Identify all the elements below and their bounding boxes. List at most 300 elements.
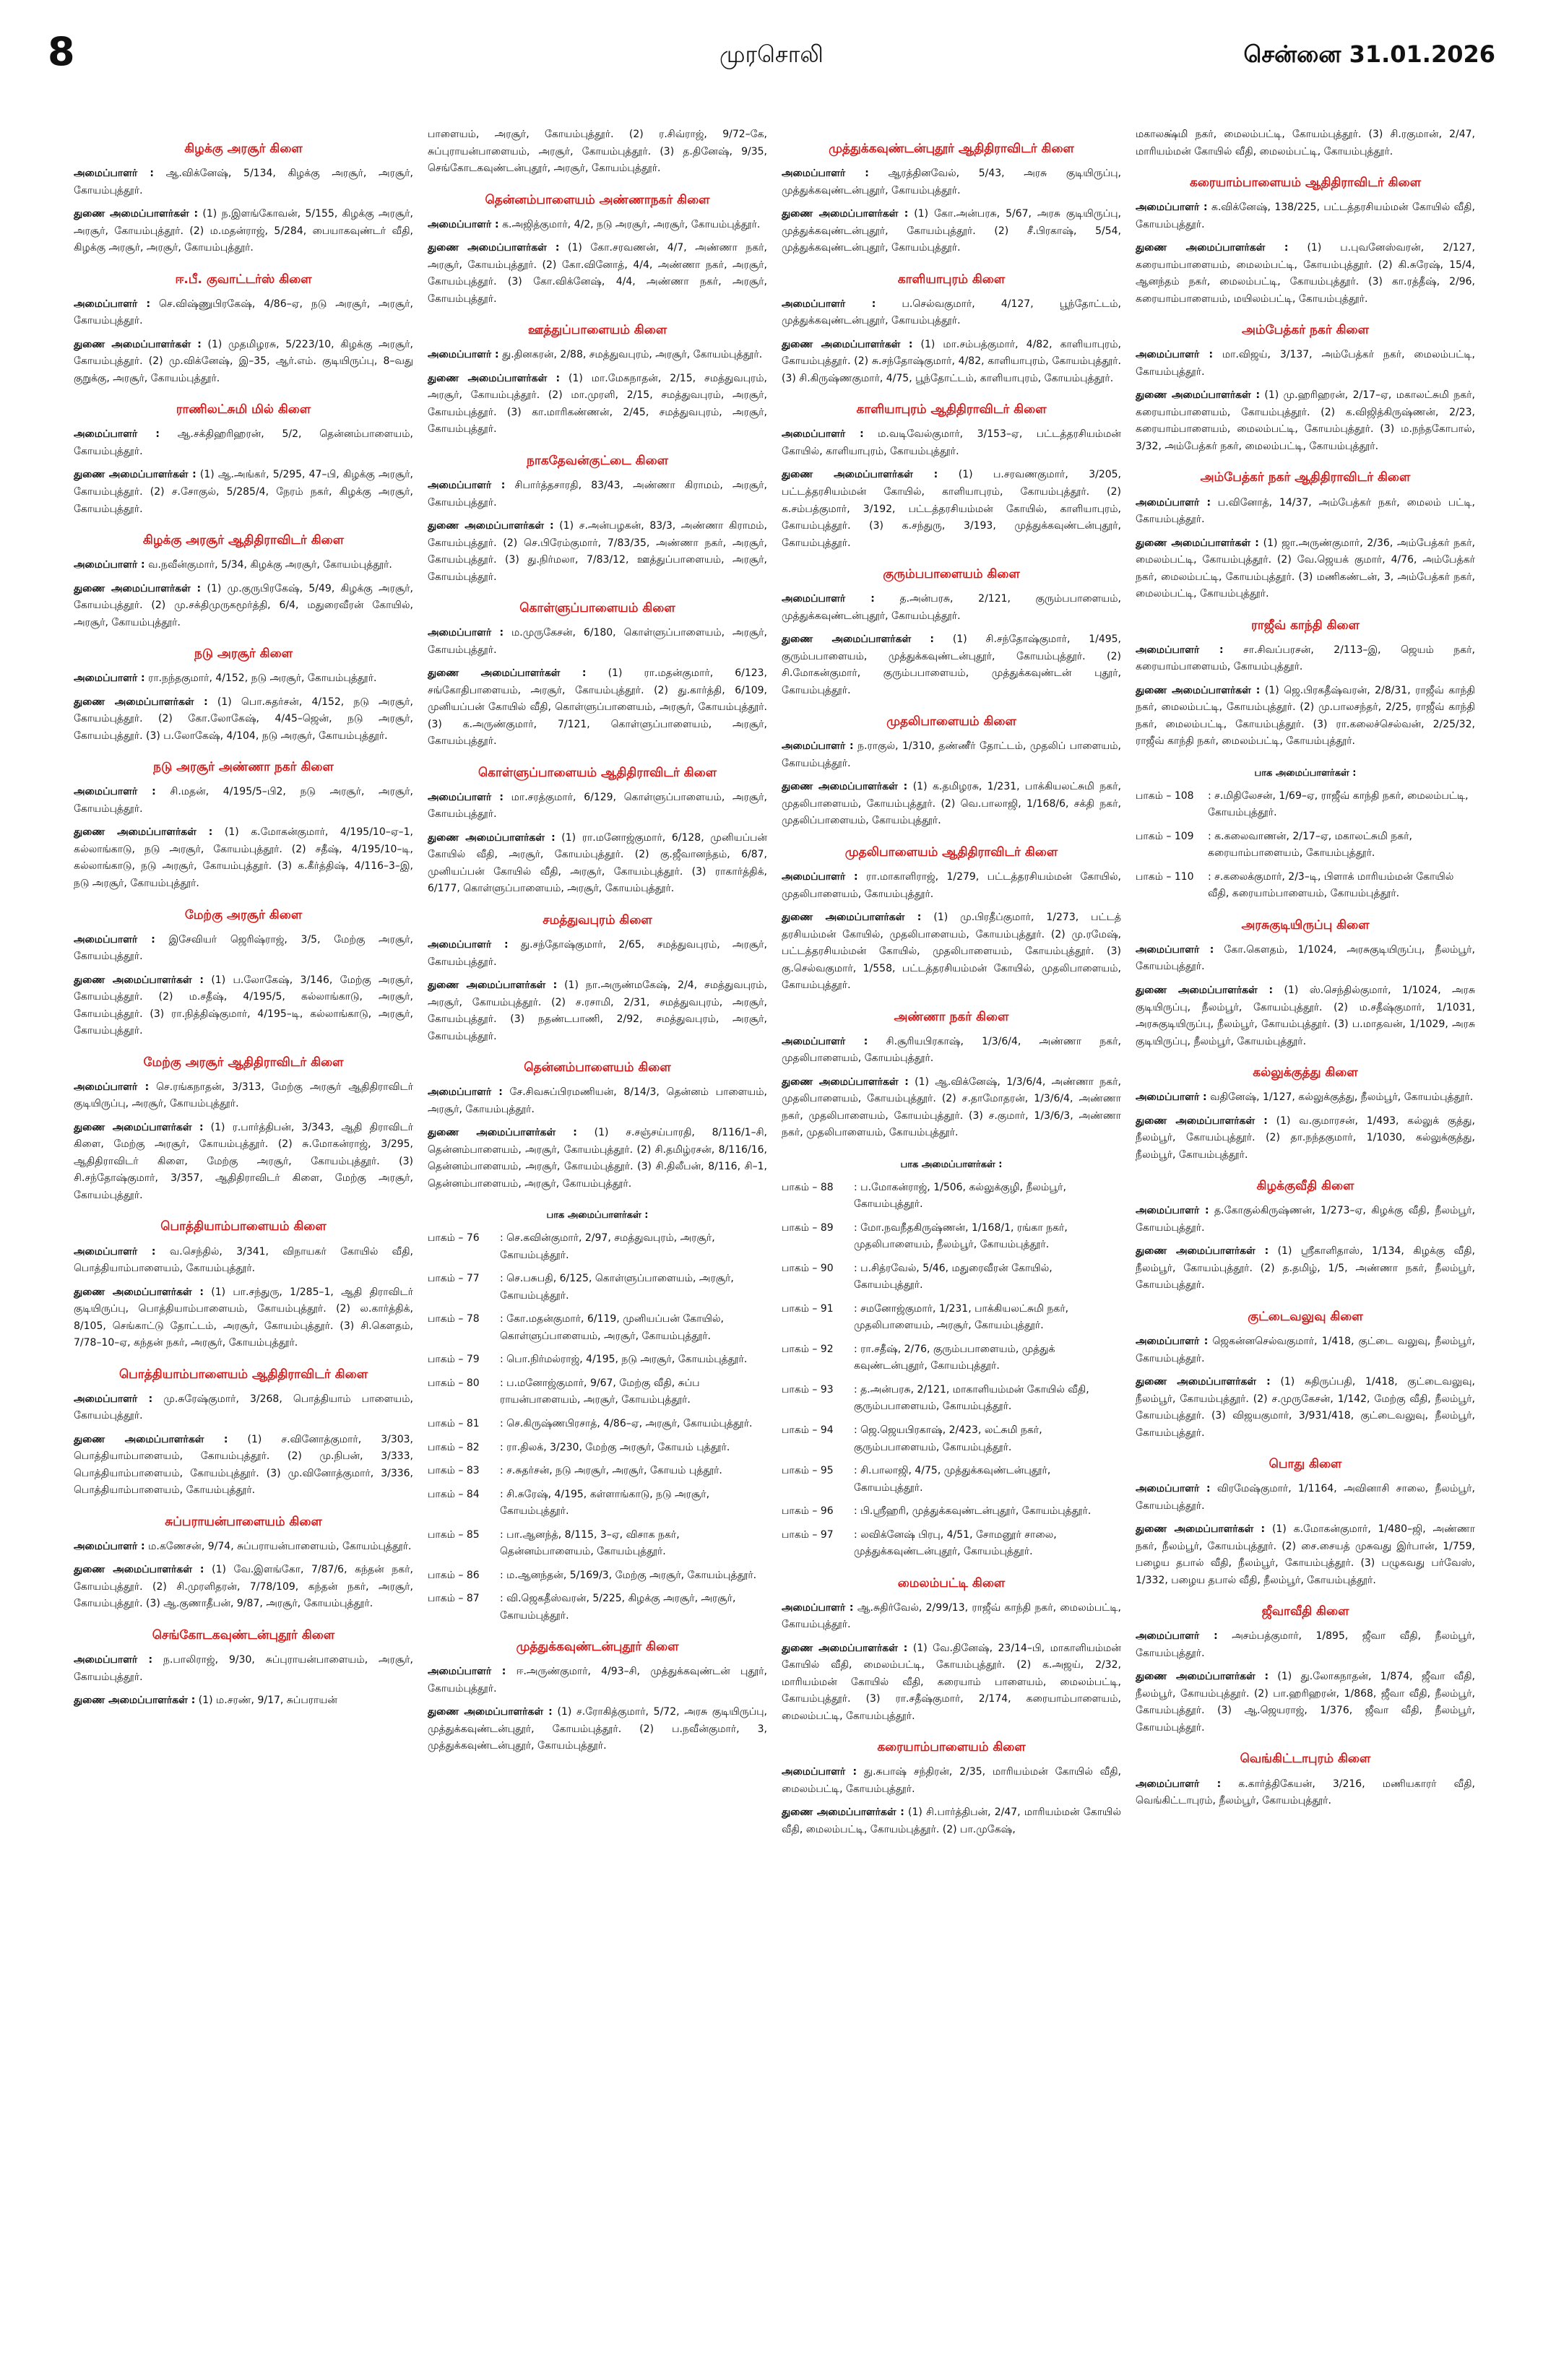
member-entry bbox=[428, 1704, 767, 1755]
role-label: அமைப்பாளர் : bbox=[1136, 202, 1208, 214]
entry-text: ஆ.விக்னேஷ், 5/134, கிழக்கு அரசூர், அரசூர், கோயம்புத்தூர். bbox=[74, 168, 413, 196]
entry-text: ம.கணேசன், 9/74, சுப்பராயன்பாளையம், கோயம்புத்தூர். bbox=[144, 1540, 412, 1552]
entry-text: பாளையம், அரசூர், கோயம்புத்தூர். (2) ர.சிவ்ராஜ், 9/72–கே, சுப்புராயன்பாளையம், அரசூர், கோயம்புத்தூர். (3) த.தினேஷ், 9/35, செங்கோடகவுண்டன்புதூர், அரசூர், கோயம்புத்தூர். bbox=[428, 129, 767, 175]
branch-heading: கரையாம்பாளையம் ஆதிதிராவிடர் கிளை bbox=[1189, 176, 1422, 191]
entry-text: ஈ.அருண்குமார், 4/93–சி, முத்துக்கவுண்டன் புதூர், கோயம்புத்தூர். bbox=[428, 1666, 767, 1695]
role-label: துணை அமைப்பாளர்கள் : bbox=[74, 469, 196, 481]
booth-row bbox=[428, 1416, 767, 1433]
branch-heading: ராஜீவ் காந்தி கிளை bbox=[1251, 618, 1360, 633]
branch-heading: மைலம்பட்டி கிளை bbox=[897, 1575, 1006, 1591]
booth-number: பாகம் – 110 bbox=[1136, 870, 1194, 883]
role-label: துணை அமைப்பாளர்கள் : bbox=[74, 208, 199, 220]
role-label: துணை அமைப்பாளர்கள் : bbox=[1136, 985, 1274, 996]
entry-text: (1) கோ.அன்பரசு, 5/67, அரசு குடியிருப்பு, முத்துக்கவுண்டன்புதூர், கோயம்புத்தூர். (2) சீ.பிரகாஷ், 5/54, முத்துக்கவுண்டன்புதூர், கோயம்புத்தூர். bbox=[782, 208, 1121, 254]
branch-heading: முதலிபாளையம் ஆதிதிராவிடர் கிளை bbox=[844, 844, 1058, 860]
member-entry bbox=[1136, 1521, 1475, 1589]
entry-text: க.விக்னேஷ், 138/225, பட்டத்தரசியம்மன் கோயில் வீதி, கோயம்புத்தூர். bbox=[1136, 202, 1475, 230]
role-label: துணை அமைப்பாளர்கள் : bbox=[1136, 389, 1261, 402]
role-label: அமைப்பாளர் : bbox=[74, 672, 145, 685]
role-label: துணை அமைப்பாளர்கள் : bbox=[1136, 242, 1289, 254]
member-entry bbox=[1136, 1203, 1475, 1237]
branch-heading: அம்பேத்கர் நகர் கிளை bbox=[1242, 323, 1369, 338]
entry-text: அசம்பத்குமார், 1/895, ஜீவா வீதி, நீலம்பூர், கோயம்புத்தூர். bbox=[1136, 1630, 1475, 1659]
member-entry bbox=[74, 165, 413, 199]
role-label: துணை அமைப்பாளர்கள் : bbox=[74, 338, 202, 350]
member-entry bbox=[782, 296, 1121, 330]
member-entry bbox=[428, 1663, 767, 1697]
booth-row bbox=[428, 1351, 767, 1369]
branch-heading: ஊத்துப்பாளையம் கிளை bbox=[527, 323, 667, 338]
booth-organiser: : ச.சுதர்சன், நடு அரசூர், அரசூர், கோயம் புத்தூர். bbox=[500, 1465, 722, 1477]
member-entry bbox=[782, 467, 1121, 552]
role-label: அமைப்பாளர் : bbox=[782, 168, 869, 180]
entry-text: சே.சிவசுப்பிரமணியன், 8/14/3, தென்னம் பாளையம், அரசூர், கோயம்புத்தூர். bbox=[428, 1086, 767, 1115]
role-label: துணை அமைப்பாளர்கள் : bbox=[74, 1695, 196, 1707]
booth-number: பாகம் – 77 bbox=[428, 1273, 480, 1285]
role-label: துணை அமைப்பாளர்கள் : bbox=[74, 1564, 204, 1576]
booth-number: பாகம் – 85 bbox=[428, 1528, 480, 1541]
role-label: துணை அமைப்பாளர்கள் : bbox=[74, 1286, 204, 1298]
page-number: 8 bbox=[48, 29, 75, 74]
member-entry bbox=[74, 694, 413, 745]
role-label: துணை அமைப்பாளர்கள் : bbox=[782, 208, 909, 220]
entry-text: (1) ஆ.அங்கர், 5/295, 47–பி, கிழக்கு அரசூர், கோயம்புத்தூர். (2) ச.சோகுல், 5/285/4, நேரம் நகர், கிழக்கு அரசூர், கோயம்புத்தூர். bbox=[74, 469, 413, 515]
branch-heading: மேற்கு அரசூர் கிளை bbox=[184, 907, 303, 922]
entry-text: செ.விஷ்ணுபிரகேஷ், 4/86–ஏ, நடு அரசூர், அரசூர், கோயம்புத்தூர். bbox=[74, 298, 413, 327]
role-label: அமைப்பாளர் : bbox=[782, 1601, 854, 1614]
member-entry bbox=[1136, 1481, 1475, 1515]
entry-text: (1) மு.பிரதீப்குமார், 1/273, பட்டத் தரசியம்மன் கோயில், முதலிபாளையம், கோயம்புத்தூர். (2) மு.ரமேஷ், பட்டத்தரசியம்மன் கோயில், முதலிபாளையம், கோயம்புத்தூர். (3) கு.செல்வகுமார், 1/558, பட்டத்தரசியம்மன் கோயில், முதலிபாளையம், கோயம்புத்தூர். bbox=[782, 912, 1121, 992]
role-label: துணை அமைப்பாளர்கள் : bbox=[1136, 1523, 1266, 1536]
branch-heading: மேற்கு அரசூர் ஆதிதிராவிடர் கிளை bbox=[143, 1055, 344, 1070]
member-entry bbox=[1136, 1113, 1475, 1164]
column-2 bbox=[428, 126, 767, 2366]
member-entry bbox=[782, 869, 1121, 903]
member-entry bbox=[782, 1034, 1121, 1068]
branch-heading: தென்னம்பாளையம் அண்ணாநகர் கிளை bbox=[485, 192, 710, 207]
member-entry bbox=[74, 1079, 413, 1113]
booth-row bbox=[428, 1311, 767, 1345]
entry-text: (1) மா.மேகநாதன், 2/15, சமத்துவபுரம், அரசூர், கோயம்புத்தூர். (2) மா.முரளி, 2/15, சமத்துவபுரம், அரசூர், கோயம்புத்தூர். (3) கா.மாரிகண்ணன், 2/45, சமத்துவபுரம், அரசூர், கோயம்புத்தூர். bbox=[428, 372, 767, 436]
booth-row bbox=[782, 1301, 1121, 1335]
booth-number: பாகம் – 86 bbox=[428, 1569, 480, 1581]
role-label: அமைப்பாளர் : bbox=[74, 1245, 156, 1258]
booth-row bbox=[428, 1440, 767, 1457]
role-label: துணை அமைப்பாளர்கள் : bbox=[74, 696, 208, 708]
entry-text: மு.சுரேஷ்குமார், 3/268, பொத்தியாம் பாளையம், கோயம்புத்தூர். bbox=[74, 1393, 413, 1422]
entry-text: (1) ச.சஞ்சய்பாரதி, 8/116/1–சி, தென்னம்பாளையம், அரசூர், கோயம்புத்தூர். (2) சி.தமிழ்ரசன், 8/116/16, தென்னம்பாளையம், அரசூர், கோயம்புத்தூர். (3) சி.திலீபன், 8/116, சி–1, தென்னம்பாளையம், அரசூர், கோயம்புத்தூர். bbox=[428, 1127, 767, 1190]
role-label: துணை அமைப்பாளர்கள் : bbox=[428, 242, 560, 254]
entry-text: சா.சிவப்பரசன், 2/113–இ, ஜெயம் நகர், கரையாம்பாளையம், கோயம்புத்தூர். bbox=[1136, 644, 1475, 673]
role-label: துணை அமைப்பாளர்கள் : bbox=[782, 912, 922, 924]
member-entry bbox=[1136, 1089, 1475, 1107]
booth-number: பாகம் – 97 bbox=[782, 1528, 834, 1541]
member-entry bbox=[782, 206, 1121, 257]
booth-number: பாகம் – 79 bbox=[428, 1354, 480, 1366]
booth-organiser: : ஜெ.ஜெயபிரகாஷ், 2/423, லட்சுமி நகர், குரும்பபாளையம், கோயம்புத்தூர். bbox=[854, 1424, 1042, 1453]
masthead bbox=[43, 29, 1500, 79]
edition-date: சென்னை 31.01.2026 bbox=[1243, 40, 1495, 68]
branch-heading: பொத்தியாம்பாளையம் கிளை bbox=[160, 1219, 327, 1234]
member-entry bbox=[428, 477, 767, 511]
role-label: துணை அமைப்பாளர்கள் : bbox=[428, 831, 556, 844]
role-label: அமைப்பாளர் : bbox=[428, 1666, 506, 1678]
role-label: அமைப்பாளர் : bbox=[1136, 1630, 1218, 1643]
branch-heading: கிழக்குவீதி கிளை bbox=[1256, 1179, 1354, 1194]
booth-number: பாகம் – 96 bbox=[782, 1505, 834, 1518]
branch-heading: அண்ணா நகர் கிளை bbox=[894, 1009, 1009, 1024]
member-entry bbox=[74, 337, 413, 388]
branch-heading: முத்துக்கவுண்டன்புதூர் ஆதிதிராவிடர் கிளை bbox=[829, 142, 1074, 156]
entry-text: (1) ஆ.விக்னேஷ், 1/3/6/4, அண்ணா நகர், முதலிபாளையம், கோயம்புத்தூர். (2) ச.தாமோதரன், 1/3/6/4, அண்ணா நகர், முதலிபாளையம், கோயம்புத்தூர். (3) ச.குமார், 1/3/6/3, அண்ணா நகர், முதலிபாளையம், கோயம்புத்தூர். bbox=[782, 1076, 1121, 1139]
role-label: அமைப்பாளர் : bbox=[428, 1086, 503, 1099]
entry-text: மகாலக்ஷ்மி நகர், மைலம்பட்டி, கோயம்புத்தூர். (3) சி.ரகுமான், 2/47, மாரியம்மன் கோயில் வீதி, மைலம்பட்டி, கோயம்புத்தூர். bbox=[1136, 129, 1475, 157]
entry-text: (1) ஜெ.பிரகதீஷ்வரன், 2/8/31, ராஜீவ் காந்தி நகர், மைலம்பட்டி, கோயம்புத்தூர். (2) மு.பாலசந்தர், 2/25, ராஜீவ் காந்தி நகர், மைலம்பட்டி, கோயம்புத்தூர். (3) ரா.கலைச்செல்வன், 2/25/32, ராஜீவ் காந்தி நகர், மைலம்பட்டி, கோயம்புத்தூர். bbox=[1136, 684, 1475, 748]
branch-heading: ஜீவாவீதி கிளை bbox=[1261, 1604, 1349, 1619]
booth-row bbox=[782, 1422, 1121, 1456]
entry-text: ரா.நந்தகுமார், 4/152, நடு அரசூர், கோயம்புத்தூர். bbox=[144, 672, 377, 685]
booth-organiser: : ப.மோகன்ராஜ், 1/506, கல்லுக்குழி, நீலம்பூர், கோயம்புத்தூர். bbox=[854, 1181, 1066, 1211]
branch-heading: சமத்துவபுரம் கிளை bbox=[543, 912, 652, 927]
booth-organiser: : ரா.சதீஷ், 2/76, குரும்பபாளையம், முத்துக் கவுண்டன்புதூர், கோயம்புத்தூர். bbox=[854, 1343, 1055, 1372]
branch-heading: காளியாபுரம் ஆதிதிராவிடர் கிளை bbox=[856, 402, 1047, 417]
member-entry bbox=[74, 1244, 413, 1278]
branch-heading: காளியாபுரம் கிளை bbox=[897, 272, 1006, 287]
member-entry bbox=[428, 518, 767, 586]
booth-organiser: : ம.ஆனந்தன், 5/169/3, மேற்கு அரசூர், கோயம்புத்தூர். bbox=[500, 1569, 757, 1581]
booth-organiser: : சி.பாலாஜி, 4/75, முத்துக்கவுண்டன்புதூர், கோயம்புத்தூர். bbox=[854, 1465, 1051, 1494]
role-label: துணை அமைப்பாளர்கள் : bbox=[782, 469, 938, 481]
entry-text: வ.நவீன்குமார், 5/34, கிழக்கு அரசூர், கோயம்புத்தூர். bbox=[144, 559, 392, 571]
role-label: துணை அமைப்பாளர்கள் : bbox=[782, 1642, 908, 1654]
member-entry bbox=[74, 296, 413, 330]
member-entry bbox=[74, 932, 413, 966]
entry-text: (1) வே.தினேஷ், 23/14–பி, மாகாளியம்மன் கோயில் வீதி, மைலம்பட்டி, கோயம்புத்தூர். (2) க.அஜய், 2/32, மாரியம்மன் கோயில் வீதி, கரையாம் பாளையம், மைலம்பட்டி, கோயம்புத்தூர். (3) ரா.சதீஷ்குமார், 2/174, கரையாம்பாளையம், மைலம்பட்டி, கோயம்புத்தூர். bbox=[782, 1642, 1121, 1722]
member-entry bbox=[1136, 387, 1475, 455]
role-label: துணை அமைப்பாளர்கள் : bbox=[1136, 1245, 1269, 1258]
role-label: அமைப்பாளர் : bbox=[74, 786, 156, 798]
booth-row bbox=[782, 1527, 1121, 1561]
role-label: அமைப்பாளர் : bbox=[1136, 1205, 1209, 1217]
booth-row bbox=[428, 1375, 767, 1409]
entry-text: க.அஜித்குமார், 4/2, நடு அரசூர், அரசூர், கோயம்புத்தூர். bbox=[498, 218, 761, 230]
role-label: துணை அமைப்பாளர்கள் : bbox=[74, 582, 202, 594]
member-entry bbox=[782, 591, 1121, 625]
booth-number: பாகம் – 80 bbox=[428, 1377, 480, 1389]
branch-heading: முத்துக்கவுண்டன்புதூர் கிளை bbox=[516, 1640, 679, 1655]
entry-text: (1) சுதிருப்பதி, 1/418, குட்டைவலுவு, நீலம்பூர், கோயம்புத்தூர். (2) ச.முருகேசன், 1/142, மேற்கு வீதி, நீலம்பூர், கோயம்புத்தூர். (3) விஜயகுமார், 3/931/418, குட்டைவலுவு, நீலம்பூர், கோயம்புத்தூர். bbox=[1136, 1376, 1475, 1439]
role-label: அமைப்பாளர் : bbox=[1136, 1483, 1211, 1495]
entry-text: (1) கோ.சரவணன், 4/7, அண்ணா நகர், அரசூர், கோயம்புத்தூர். (2) கோ.வினோத், 4/4, அண்ணா நகர், அரசூர், கோயம்புத்தூர். (3) கோ.விக்னேஷ், 4/4, அண்ணா நகர், அரசூர், கோயம்புத்தூர். bbox=[428, 242, 767, 305]
booth-organiser: : ச.மிதிலேசன், 1/69–ஏ, ராஜீவ் காந்தி நகர், மைலம்பட்டி, கோயம்புத்தூர். bbox=[1208, 789, 1469, 819]
entry-text: (1) ஜா.அருண்குமார், 2/36, அம்பேத்கர் நகர், மைலம்பட்டி, கோயம்புத்தூர். (2) வே.ஜெயக் குமார், 4/76, அம்பேத்கர் நகர், மைலம்பட்டி, கோயம்புத்தூர். (3) மணிகண்டன், 3, அம்பேத்கர் நகர், மைலம்பட்டி, கோயம்புத்தூர். bbox=[1136, 537, 1475, 600]
role-label: அமைப்பாளர் : bbox=[1136, 943, 1214, 956]
role-label: துணை அமைப்பாளர்கள் : bbox=[74, 1433, 228, 1445]
entry-text: ரா.மாகாளிராஜ், 1/279, பட்டத்தரசியம்மன் கோயில், முதலிபாளையம், கோயம்புத்தூர். bbox=[782, 871, 1121, 900]
role-label: அமைப்பாளர் : bbox=[74, 168, 154, 180]
role-label: அமைப்பாளர் : bbox=[74, 933, 155, 945]
member-entry bbox=[74, 1562, 413, 1613]
member-entry bbox=[74, 1120, 413, 1205]
role-label: அமைப்பாளர் : bbox=[1136, 349, 1214, 361]
member-entry bbox=[74, 206, 413, 257]
member-entry bbox=[1136, 982, 1475, 1050]
entry-text: (1) ரா.மனோஜ்குமார், 6/128, முனியப்பன் கோயில் வீதி, அரசூர், கோயம்புத்தூர். (2) கு.ஜீவானந்தம், 6/87, முனியப்பன் கோயில் வீதி, அரசூர், கோயம்புத்தூர். (3) ராகார்த்திக், 6/177, கொள்ளுப்பாளையம், அரசூர், கோயம்புத்தூர். bbox=[428, 831, 767, 895]
member-entry bbox=[1136, 942, 1475, 976]
booth-organiser: : செ.கவின்குமார், 2/97, சமத்துவபுரம், அரசூர், கோயம்புத்தூர். bbox=[500, 1232, 715, 1261]
entry-text: சி.சூரியபிரகாஷ், 1/3/6/4, அண்ணா நகர், முதலிபாளையம், கோயம்புத்தூர். bbox=[782, 1035, 1121, 1065]
role-label: துணை அமைப்பாளர்கள் : bbox=[1136, 537, 1259, 549]
role-label: துணை அமைப்பாளர்கள் : bbox=[428, 1706, 553, 1718]
entry-text: (1) ர.பார்த்திபன், 3/343, ஆதி திராவிடர் கிளை, மேற்கு அரசூர், கோயம்புத்தூர். (2) சு.மோகன்ராஜ், 3/295, ஆதிதிராவிடர் கிளை, மேற்கு அரசூர், கோயம்புத்தூர். (3) சி.சந்தோஷ்குமார், 3/357, ஆதிதிராவிடர் கிளை, மேற்கு அரசூர், கோயம்புத்தூர். bbox=[74, 1121, 413, 1201]
branch-heading: பொது கிளை bbox=[1268, 1457, 1342, 1472]
member-entry bbox=[782, 631, 1121, 699]
role-label: அமைப்பாளர் : bbox=[428, 479, 506, 491]
booth-organiser: : த.அன்பரசு, 2/121, மாகாளியம்மன் கோயில் வீதி, குரும்பபாளையம், கோயம்புத்தூர். bbox=[854, 1383, 1089, 1413]
booth-row bbox=[428, 1230, 767, 1264]
booth-organiser: : பா.ஆனந்த், 8/115, 3–ஏ, விசாக நகர், தென்னம்பாளையம், கோயம்புத்தூர். bbox=[500, 1528, 680, 1558]
booth-row bbox=[428, 1463, 767, 1480]
entry-text: (1) ச.வினோத்குமார், 3/303, பொத்தியாம்பாளையம், கோயம்புத்தூர். (2) மு.நிபன், 3/333, பொத்தியாம்பாளையம், கோயம்புத்தூர். (3) மு.வினோத்குமார், 3/336, பொத்தியாம்பாளையம், கோயம்புத்தூர். bbox=[74, 1433, 413, 1497]
role-label: அமைப்பாளர் : bbox=[782, 1766, 857, 1778]
entry-text: (1) பா.சந்துரு, 1/285–1, ஆதி திராவிடர் குடியிருப்பு, பொத்தியாம்பாளையம், கோயம்புத்தூர். (2) ல.கார்த்திக், 8/105, செங்காட்டு தோட்டம், அரசூர், கோயம்புத்தூர். (3) சி.கௌதம், 7/78–10–ஏ, கந்தன் நகர், அரசூர், கோயம்புத்தூர். bbox=[74, 1286, 413, 1349]
member-entry bbox=[782, 779, 1121, 830]
branch-heading: கிழக்கு அரசூர் ஆதிதிராவிடர் கிளை bbox=[142, 533, 345, 548]
role-label: அமைப்பாளர் : bbox=[428, 939, 509, 951]
booth-row bbox=[1136, 788, 1475, 822]
booth-row bbox=[782, 1341, 1121, 1375]
entry-text: (1) ச.ரோகித்குமார், 5/72, அரசு குடியிருப்பு, முத்துக்கவுண்டன்புதூர், கோயம்புத்தூர். (2) ப.நவீன்குமார், 3, முத்துக்கவுண்டன்புதூர், கோயம்புத்தூர். bbox=[428, 1706, 767, 1752]
member-entry bbox=[782, 165, 1121, 199]
member-entry bbox=[782, 1600, 1121, 1634]
entry-text: (1) ச.அன்பழகன், 83/3, அண்ணா கிராமம், கோயம்புத்தூர். (2) செ.பிரேம்குமார், 7/83/35, அண்ணா நகர், அரசூர், கோயம்புத்தூர். (3) து.நிர்மலா, 7/83/12, ஊத்துப்பாளையம், அரசூர், கோயம்புத்தூர். bbox=[428, 520, 767, 583]
column-1 bbox=[74, 126, 413, 2366]
entry-text: இசேவியர் ஜெரிஷ்ராஜ், 3/5, மேற்கு அரசூர், கோயம்புத்தூர். bbox=[74, 933, 413, 963]
entry-text: (1) வ.குமாரசன், 1/493, கல்லுக் குத்து, நீலம்பூர், கோயம்புத்தூர். (2) தா.நந்தகுமார், 1/1030, கல்லுக்குத்து, நீலம்பூர், கோயம்புத்தூர். bbox=[1136, 1115, 1475, 1161]
member-entry bbox=[428, 217, 767, 234]
booth-number: பாகம் – 89 bbox=[782, 1221, 834, 1234]
booth-organiser: : மோ.நவநீதகிருஷ்ணன், 1/168/1, ரங்கா நகர், முதலிபாளையம், நீலம்பூர், கோயம்புத்தூர். bbox=[854, 1221, 1068, 1251]
booth-number: பாகம் – 92 bbox=[782, 1343, 834, 1355]
booth-organiser: : கோ.மதன்குமார், 6/119, முனியப்பன் கோயில், கொள்ளுப்பாளையம், அரசூர், கோயம்புத்தூர். bbox=[500, 1313, 724, 1342]
entry-text: ப.செல்வகுமார், 4/127, பூந்தோட்டம், முத்துக்கவுண்டன்புதூர், கோயம்புத்தூர். bbox=[782, 298, 1121, 327]
booth-number: பாகம் – 82 bbox=[428, 1441, 480, 1453]
booth-organiser: : ப.சித்ரவேல், 5/46, மதுரைவீரன் கோயில், கோயம்புத்தூர். bbox=[854, 1262, 1053, 1291]
role-label: அமைப்பாளர் : bbox=[74, 559, 145, 571]
booth-row bbox=[428, 1271, 767, 1304]
member-entry bbox=[782, 738, 1121, 772]
booth-number: பாகம் – 88 bbox=[782, 1181, 834, 1193]
member-entry bbox=[1136, 1374, 1475, 1442]
entry-text: ஆரத்தினவேல், 5/43, அரசு குடியிருப்பு, முத்துக்கவுண்டன்புதூர், கோயம்புத்தூர். bbox=[782, 168, 1121, 196]
entry-text: த.அன்பரசு, 2/121, குரும்பபாளையம், முத்துக்கவுண்டன்புதூர், கோயம்புத்தூர். bbox=[782, 593, 1121, 622]
entry-text: (1) ம.சரண், 9/17, சுப்பராயன் bbox=[195, 1695, 337, 1707]
role-label: அமைப்பாளர் : bbox=[74, 298, 151, 310]
booth-row bbox=[1136, 828, 1475, 862]
booth-number: பாகம் – 94 bbox=[782, 1424, 834, 1436]
booth-organiser: : ப.மனோஜ்குமார், 9/67, மேற்கு வீதி, சுப்ப ராயன்பாளையம், அரசூர், கோயம்புத்தூர். bbox=[500, 1377, 700, 1406]
role-label: துணை அமைப்பாளர்கள் : bbox=[1136, 684, 1261, 696]
member-entry bbox=[428, 1125, 767, 1193]
role-label: அமைப்பாளர் : bbox=[428, 627, 504, 639]
entry-text: (1) க.தமிழரசு, 1/231, பாக்கியலட்சுமி நகர், முதலிபாளையம், கோயம்புத்தூர். (2) வெ.பாலாஜி, 1/168/6, சக்தி நகர், முதலிப்பாளையம், கோயம்புத்தூர். bbox=[782, 781, 1121, 827]
member-entry bbox=[1136, 1669, 1475, 1736]
entry-text: (1) ஸ்ரீகாளிதாஸ், 1/134, கிழக்கு வீதி, நீலம்பூர், கோயம்புத்தூர். (2) த.தமிழ், 1/5, அண்ணா நகர், நீலம்பூர், கோயம்புத்தூர். bbox=[1136, 1245, 1475, 1291]
booth-organiser: : ரா.திலக், 3/230, மேற்கு அரசூர், கோயம் புத்தூர். bbox=[500, 1441, 730, 1453]
branch-heading: கரையாம்பாளையம் கிளை bbox=[877, 1740, 1026, 1755]
entry-text: (1) ப.புவனேஸ்வரன், 2/127, கரையாம்பாளையம், மைலம்பட்டி, கோயம்புத்தூர். (2) கி.சுரேஷ், 15/4, ஆனந்தம் நகர், மைலம்பட்டி, கோயம்புத்தூர். (3) கா.ரத்தீஷ், 2/96, கரையாம்பாளையம், மயிலம்பட்டி, கோயம்புத்தூர். bbox=[1136, 242, 1475, 305]
role-label: துணை அமைப்பாளர்கள் : bbox=[74, 1121, 204, 1133]
booth-number: பாகம் – 95 bbox=[782, 1465, 834, 1477]
branch-heading: நாகதேவன்குட்டை கிளை bbox=[527, 453, 668, 468]
entry-text: வ.செந்தில், 3/341, விநாயகர் கோயில் வீதி, பொத்தியாம்பாளையம், கோயம்புத்தூர். bbox=[74, 1245, 413, 1275]
role-label: அமைப்பாளர் : bbox=[1136, 1778, 1222, 1790]
member-entry bbox=[1136, 1333, 1475, 1367]
role-label: அமைப்பாளர் : bbox=[782, 428, 864, 441]
column-3 bbox=[782, 126, 1121, 2366]
role-label: அமைப்பாளர் : bbox=[1136, 496, 1211, 509]
booth-number: பாகம் – 87 bbox=[428, 1593, 480, 1605]
role-label: அமைப்பாளர் : bbox=[428, 218, 499, 230]
member-entry bbox=[74, 824, 413, 892]
role-label: துணை அமைப்பாளர்கள் : bbox=[428, 520, 554, 532]
entry-text: ஆ.சுதிர்வேல், 2/99/13, ராஜீவ் காந்தி நகர், மைலம்பட்டி, கோயம்புத்தூர். bbox=[782, 1601, 1121, 1631]
entry-text: (1) ரா.மதன்குமார், 6/123, சங்கோதிபாளையம், அரசூர், கோயம்புத்தூர். (2) து.கார்த்தி, 6/109, முனியப்பன் கோயில் வீதி, கொள்ளுப்பாளையம், அரசூர், கோயம்புத்தூர். (3) க.அருண்குமார், 7/121, கொள்ளுப்பாளையம், அரசூர், கோயம்புத்தூர். bbox=[428, 667, 767, 748]
member-entry bbox=[782, 1640, 1121, 1726]
member-entry bbox=[1136, 240, 1475, 308]
member-entry bbox=[74, 972, 413, 1040]
role-label: துணை அமைப்பாளர்கள் : bbox=[1136, 1115, 1268, 1127]
member-entry bbox=[428, 665, 767, 750]
booth-organiser: : வி.ஜெகதீஸ்வரன், 5/225, கிழக்கு அரசூர், அரசூர், கோயம்புத்தூர். bbox=[500, 1593, 736, 1622]
member-entry bbox=[428, 240, 767, 308]
member-entry bbox=[74, 1432, 413, 1500]
role-label: துணை அமைப்பாளர்கள் : bbox=[782, 781, 908, 793]
entry-text: வதினேஷ், 1/127, கல்லுக்குத்து, நீலம்பூர், கோயம்புத்தூர். bbox=[1206, 1091, 1474, 1104]
member-entry bbox=[74, 1652, 413, 1686]
booth-row bbox=[782, 1220, 1121, 1254]
booth-row bbox=[428, 1567, 767, 1585]
role-label: அமைப்பாளர் : bbox=[782, 593, 875, 605]
role-label: துணை அமைப்பாளர்கள் : bbox=[782, 1806, 904, 1819]
entry-text: ந.ராகுல், 1/310, தண்ணீர் தோட்டம், முதலிப் பாளையம், கோயம்புத்தூர். bbox=[782, 740, 1121, 769]
role-label: அமைப்பாளர் : bbox=[74, 1540, 145, 1552]
role-label: துணை அமைப்பாளர்கள் : bbox=[782, 1076, 909, 1088]
booth-number: பாகம் – 90 bbox=[782, 1262, 834, 1274]
booth-organiser: : செ.கிருஷ்ணபிரசாத், 4/86–ஏ, அரசூர், கோயம்புத்தூர். bbox=[500, 1417, 753, 1429]
branch-heading: அம்பேத்கர் நகர் ஆதிதிராவிடர் கிளை bbox=[1200, 470, 1411, 485]
entry-text: (1) வே.இளங்கோ, 7/87/6, கந்தன் நகர், கோயம்புத்தூர். (2) சி.முரளிதரன், 7/78/109, கந்தன் நகர், அரசூர், கோயம்புத்தூர். (3) ஆ.குணாதீபன், 9/87, அரசூர், கோயம்புத்தூர். bbox=[74, 1564, 413, 1610]
branch-heading: கல்லுக்குத்து கிளை bbox=[1253, 1065, 1358, 1081]
member-entry bbox=[428, 347, 767, 364]
member-entry bbox=[428, 625, 767, 659]
booth-row bbox=[782, 1463, 1121, 1497]
entry-text: (1) சி.சந்தோஷ்குமார், 1/495, குரும்பபாளையம், முத்துக்கவுண்டன்புதூர், கோயம்புத்தூர். (2) சி.மோகன்குமார், குரும்பபாளையம், முத்துக்கவுண்டன் புதூர், கோயம்புத்தூர். bbox=[782, 633, 1121, 696]
member-entry bbox=[782, 909, 1121, 995]
member-entry bbox=[1136, 683, 1475, 750]
booth-organiser: : பொ.நிர்மல்ராஜ், 4/195, நடு அரசூர், கோயம்புத்தூர். bbox=[500, 1354, 748, 1366]
member-entry bbox=[428, 937, 767, 971]
role-label: அமைப்பாளர் : bbox=[782, 298, 876, 310]
entry-text: ஜெகன்னசெல்வகுமார், 1/418, குட்டை வலுவு, நீலம்பூர், கோயம்புத்தூர். bbox=[1136, 1335, 1475, 1364]
entry-text: ம.முருகேசன், 6/180, கொள்ளுப்பாளையம், அரசூர், கோயம்புத்தூர். bbox=[428, 627, 767, 656]
member-entry bbox=[1136, 642, 1475, 676]
entry-text: ஆ.சக்திஹரிஹரன், 5/2, தென்னம்பாளையம், கோயம்புத்தூர். bbox=[74, 428, 413, 457]
entry-text: து.தினகரன், 2/88, சமத்துவபுரம், அரசூர், கோயம்புத்தூர். bbox=[498, 349, 763, 361]
role-label: அமைப்பாளர் : bbox=[1136, 1335, 1209, 1347]
branch-heading: கிழக்கு அரசூர் கிளை bbox=[184, 142, 303, 156]
branch-heading: கொள்ளுப்பாளையம் கிளை bbox=[519, 601, 675, 616]
member-entry bbox=[782, 426, 1121, 460]
booth-row bbox=[782, 1260, 1121, 1294]
booth-number: பாகம் – 93 bbox=[782, 1383, 834, 1395]
section-subheading: பாக அமைப்பாளர்கள் : bbox=[546, 1210, 649, 1221]
role-label: துணை அமைப்பாளர்கள் : bbox=[1136, 1671, 1269, 1683]
member-entry bbox=[1136, 495, 1475, 529]
booth-organiser: : செ.பசுபதி, 6/125, கொள்ளுப்பாளையம், அரசூர், கோயம்புத்தூர். bbox=[500, 1273, 734, 1302]
role-label: அமைப்பாளர் : bbox=[782, 871, 858, 883]
role-label: துணை அமைப்பாளர்கள் : bbox=[74, 974, 204, 986]
entry-text: (1) சி.பார்த்திபன், 2/47, மாரியம்மன் கோயில் வீதி, மைலம்பட்டி, கோயம்புத்தூர். (2) பா.முகேஷ், bbox=[782, 1806, 1121, 1835]
member-entry bbox=[74, 1284, 413, 1352]
member-entry bbox=[1136, 535, 1475, 603]
booth-number: பாகம் – 76 bbox=[428, 1232, 480, 1245]
entry-text: ம.வடிவேல்குமார், 3/153–ஏ, பட்டத்தரசியம்மன் கோயில், காளியாபுரம், கோயம்புத்தூர். bbox=[782, 428, 1121, 457]
entry-text: (1) மு.ஹரிஹரன், 2/17–ஏ, மகாலட்சுமி நகர், கரையாம்பாளையம், கோயம்புத்தூர். (2) க.விஜித்கிருஷ்ணன், 2/23, கரையாம்பாளையம், மைலம்பட்டி, கோயம்புத்தூர். (3) ம.நந்தகோபால், 3/32, அம்பேத்கர் நகர், மைலம்பட்டி, கோயம்புத்தூர். bbox=[1136, 389, 1475, 452]
booth-organiser: : க.கலைவாணன், 2/17–ஏ, மகாலட்சுமி நகர், கரையாம்பாளையம், கோயம்புத்தூர். bbox=[1208, 830, 1413, 860]
role-label: அமைப்பாளர் : bbox=[1136, 1091, 1207, 1104]
booth-row bbox=[428, 1591, 767, 1624]
branch-heading: பொத்தியாம்பாளையம் ஆதிதிராவிடர் கிளை bbox=[118, 1367, 368, 1382]
booth-number: பாகம் – 84 bbox=[428, 1488, 480, 1500]
entry-text: மா.சரத்குமார், 6/129, கொள்ளுப்பாளையம், அரசூர், கோயம்புத்தூர். bbox=[428, 791, 767, 821]
role-label: துணை அமைப்பாளர்கள் : bbox=[74, 826, 213, 839]
role-label: அமைப்பாளர் : bbox=[1136, 644, 1224, 656]
branch-heading: சுப்பராயன்பாளையம் கிளை bbox=[165, 1514, 322, 1529]
booth-row bbox=[782, 1503, 1121, 1520]
role-label: அமைப்பாளர் : bbox=[428, 349, 499, 361]
section-subheading: பாக அமைப்பாளர்கள் : bbox=[900, 1159, 1003, 1170]
role-label: அமைப்பாளர் : bbox=[782, 1035, 868, 1047]
member-entry bbox=[1136, 347, 1475, 381]
branch-heading: செங்கோடகவுண்டன்புதூர் கிளை bbox=[152, 1627, 335, 1643]
entry-text: (1) மா.சம்பத்குமார், 4/82, காளியாபுரம், கோயம்புத்தூர். (2) சு.சந்தோஷ்குமார், 4/82, காளியாபுரம், கோயம்புத்தூர். (3) சி.கிருஷ்ணகுமார், 4/75, பூந்தோட்டம், காளியாபுரம், கோயம்புத்தூர். bbox=[782, 338, 1121, 384]
booth-row bbox=[428, 1527, 767, 1561]
member-entry bbox=[1136, 1628, 1475, 1662]
booth-number: பாகம் – 91 bbox=[782, 1302, 834, 1315]
member-entry bbox=[782, 1764, 1121, 1798]
branch-heading: அரசுகுடியிருப்பு கிளை bbox=[1241, 917, 1370, 932]
role-label: அமைப்பாளர் : bbox=[74, 1081, 150, 1093]
role-label: துணை அமைப்பாளர்கள் : bbox=[428, 667, 587, 680]
role-label: அமைப்பாளர் : bbox=[782, 740, 854, 753]
booth-row bbox=[782, 1382, 1121, 1416]
branch-heading: நடு அரசூர் கிளை bbox=[194, 646, 293, 662]
member-entry bbox=[1136, 126, 1475, 160]
booth-organiser: : பி.ஸ்ரீஹரி, முத்துக்கவுண்டன்புதூர், கோயம்புத்தூர். bbox=[854, 1505, 1092, 1518]
member-entry bbox=[1136, 199, 1475, 233]
entry-text: (1) ப.லோகேஷ், 3/146, மேற்கு அரசூர், கோயம்புத்தூர். (2) ம.சதீஷ், 4/195/5, கல்லாங்காடு, அரசூர், கோயம்புத்தூர். (3) ரா.நித்திஷ்குமார், 4/195–டி, கல்லாங்காடு, அரசூர், கோயம்புத்தூர். bbox=[74, 974, 413, 1037]
member-entry bbox=[74, 581, 413, 632]
entry-text: (1) ந.இளங்கோவன், 5/155, கிழக்கு அரசூர், அரசூர், கோயம்புத்தூர். (2) ம.மதன்ராஜ், 5/284, பையாகவுண்டர் வீதி, கிழக்கு அரசூர், அரசூர், கோயம்புத்தூர். bbox=[74, 208, 413, 254]
role-label: துணை அமைப்பாளர்கள் : bbox=[428, 372, 561, 384]
member-entry bbox=[74, 1539, 413, 1556]
entry-text: க.கார்த்திகேயன், 3/216, மணியகாரர் வீதி, வெங்கிட்டாபுரம், நீலம்பூர், கோயம்புத்தூர். bbox=[1136, 1778, 1475, 1807]
entry-text: சிபார்த்தசாரதி, 83/43, அண்ணா கிராமம், அரசூர், கோயம்புத்தூர். bbox=[428, 479, 767, 509]
member-entry bbox=[1136, 1776, 1475, 1810]
branch-heading: கொள்ளுப்பாளையம் ஆதிதிராவிடர் கிளை bbox=[477, 765, 717, 780]
member-entry bbox=[74, 557, 413, 574]
